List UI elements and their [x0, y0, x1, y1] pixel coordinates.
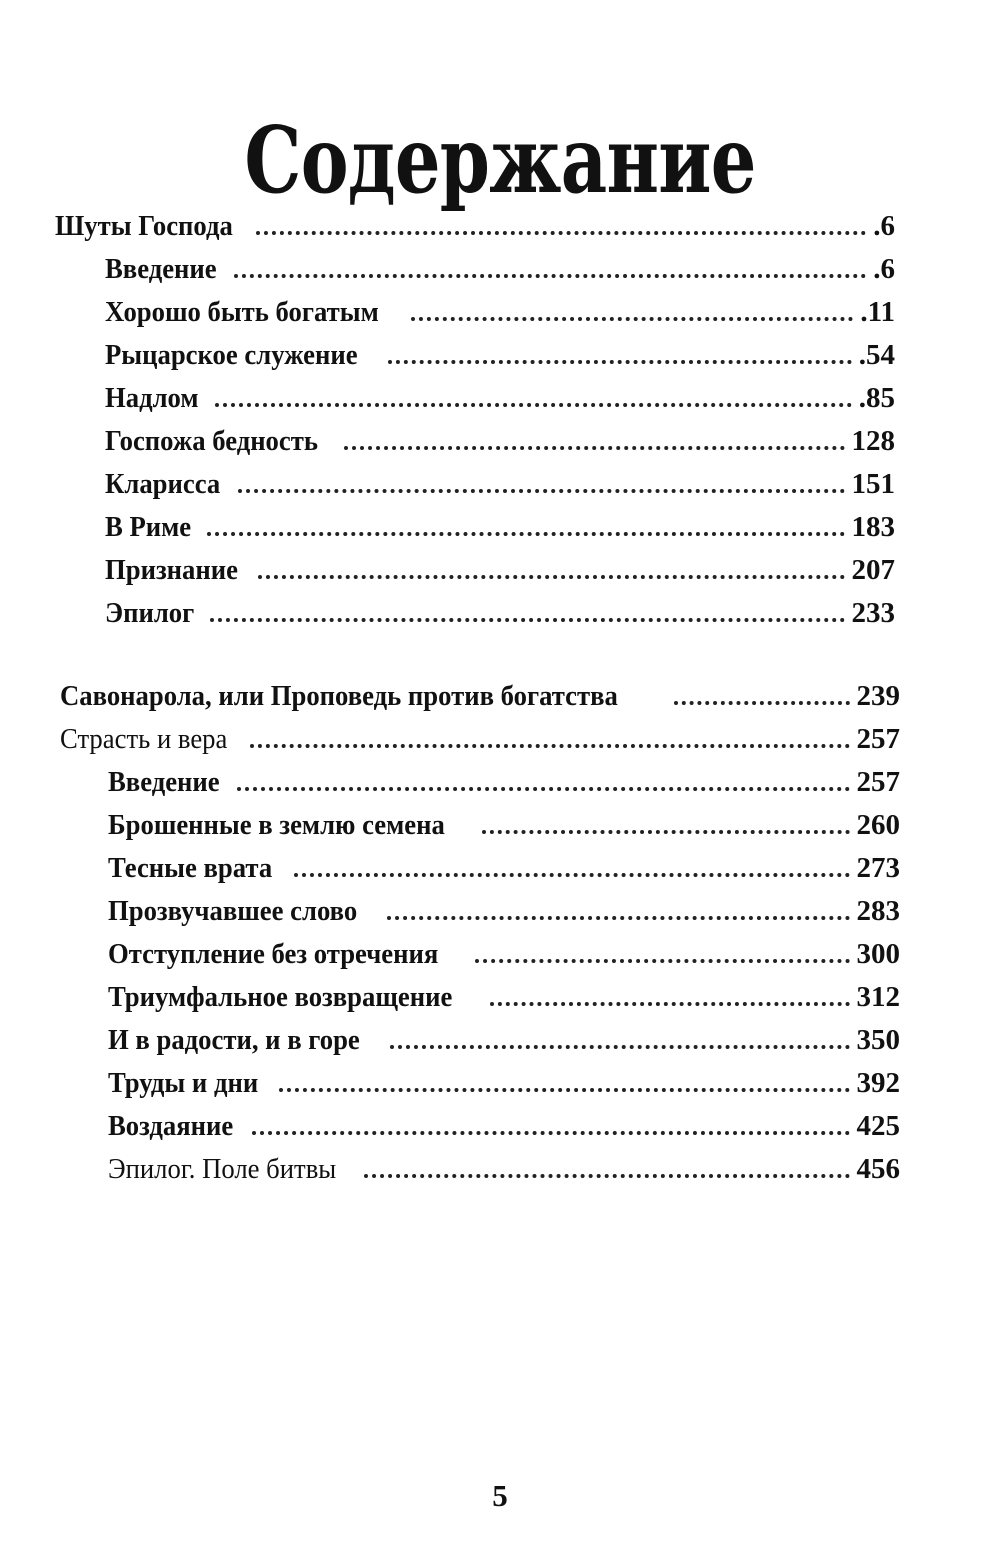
toc-entry-page: 300 [856, 938, 900, 970]
toc-entry-title: Триумфальное возвращение [108, 981, 453, 1013]
toc-entry-epilog-1 [105, 593, 895, 633]
toc-entry-savonarola [60, 676, 900, 716]
dot-leader [411, 317, 854, 321]
toc-entry-vozdayanie [108, 1106, 900, 1146]
toc-entry-title: В Риме [105, 511, 192, 543]
toc-entry-page: 207 [851, 554, 895, 586]
toc-entry-epilog-pole-bitvy [108, 1149, 900, 1189]
toc-entry-vvedenie-2 [108, 762, 900, 802]
toc-entry-title: Эпилог. Поле битвы [108, 1153, 337, 1185]
toc-entry-page: .6 [873, 210, 895, 242]
dot-leader [252, 1131, 849, 1135]
dot-leader [256, 231, 866, 235]
dot-leader [364, 1174, 849, 1178]
toc-entry-title: Надлом [105, 382, 199, 414]
dot-leader [482, 830, 849, 834]
dot-leader [234, 274, 866, 278]
dot-leader [294, 873, 849, 877]
toc-entry-title: Хорошо быть богатым [105, 296, 379, 328]
toc-entry-nadlom [105, 378, 895, 418]
toc-entry-title: Воздаяние [108, 1110, 234, 1142]
page-title: Содержание [244, 105, 756, 214]
toc-entry-title: Эпилог [105, 597, 195, 629]
toc-entry-page: 128 [851, 425, 895, 457]
toc-entry-title: Тесные врата [108, 852, 273, 884]
toc-entry-title: Труды и дни [108, 1067, 259, 1099]
toc-entry-page: 312 [856, 981, 900, 1013]
toc-entry-page: 273 [856, 852, 900, 884]
toc-entry-page: 151 [851, 468, 895, 500]
dot-leader [207, 532, 845, 536]
toc-entry-page: .11 [860, 296, 895, 328]
dot-leader [215, 403, 852, 407]
dot-leader [388, 360, 852, 364]
toc-entry-title: Госпожа бедность [105, 425, 318, 457]
toc-entry-page: 392 [856, 1067, 900, 1099]
toc-entry-gospozha-bednost [105, 421, 895, 461]
toc-entry-trudy-i-dni [108, 1063, 900, 1103]
toc-entry-vvedenie-1 [105, 249, 895, 289]
toc-entry-title: Брошенные в землю семена [108, 809, 445, 841]
toc-entry-page: 425 [856, 1110, 900, 1142]
dot-leader [210, 618, 844, 622]
toc-entry-shuty-gospoda [55, 206, 895, 246]
toc-entry-title: Отступление без отречения [108, 938, 439, 970]
toc-entry-page: 239 [856, 680, 900, 712]
toc-entry-title: Введение [108, 766, 220, 798]
toc-entry-otstuplenie-bez-otrecheniya [108, 934, 900, 974]
dot-leader [387, 916, 850, 920]
dot-leader [490, 1002, 849, 1006]
dot-leader [475, 959, 849, 963]
toc-entry-klarissa [105, 464, 895, 504]
toc-entry-priznanie [105, 550, 895, 590]
toc-entry-page: 350 [856, 1024, 900, 1056]
toc-entry-page: 183 [851, 511, 895, 543]
toc-entry-page: 260 [856, 809, 900, 841]
toc-entry-title: Признание [105, 554, 238, 586]
toc-entry-i-v-radosti-i-v-gore [108, 1020, 900, 1060]
toc-entry-page: 257 [856, 723, 900, 755]
dot-leader [390, 1045, 850, 1049]
toc-entry-title: Шуты Господа [55, 210, 233, 242]
toc-entry-page: .85 [858, 382, 895, 414]
dot-leader [344, 446, 844, 450]
dot-leader [279, 1088, 849, 1092]
dot-leader [238, 489, 844, 493]
dot-leader [250, 744, 850, 748]
dot-leader [237, 787, 849, 791]
toc-entry-page: 456 [856, 1153, 900, 1185]
toc-entry-page: .54 [858, 339, 895, 371]
toc-entry-triumfalnoe-vozvrashchenie [108, 977, 900, 1017]
toc-entry-strast-i-vera [60, 719, 900, 759]
toc-entry-page: .6 [873, 253, 895, 285]
page-number: 5 [492, 1478, 508, 1513]
toc-entry-broshennye-v-zemlyu-semena [108, 805, 900, 845]
toc-entry-title: Савонарола, или Проповедь против богатства [60, 680, 618, 712]
toc-entry-title: И в радости, и в горе [108, 1024, 360, 1056]
toc-entry-khorosho-byt-bogatym [105, 292, 895, 332]
toc-entry-rytsarskoe-sluzhenie [105, 335, 895, 375]
toc-entry-v-rime [105, 507, 895, 547]
toc-entry-title: Введение [105, 253, 217, 285]
toc-entry-page: 283 [856, 895, 900, 927]
toc-entry-title: Страсть и вера [60, 723, 228, 755]
toc-entry-title: Кларисса [105, 468, 221, 500]
toc-entry-prozvuchavshee-slovo [108, 891, 900, 931]
dot-leader [674, 701, 849, 705]
toc-entry-page: 233 [851, 597, 895, 629]
dot-leader [258, 575, 845, 579]
toc-entry-title: Рыцарское служение [105, 339, 358, 371]
toc-entry-page: 257 [856, 766, 900, 798]
toc-entry-tesnye-vrata [108, 848, 900, 888]
toc-entry-title: Прозвучавшее слово [108, 895, 358, 927]
